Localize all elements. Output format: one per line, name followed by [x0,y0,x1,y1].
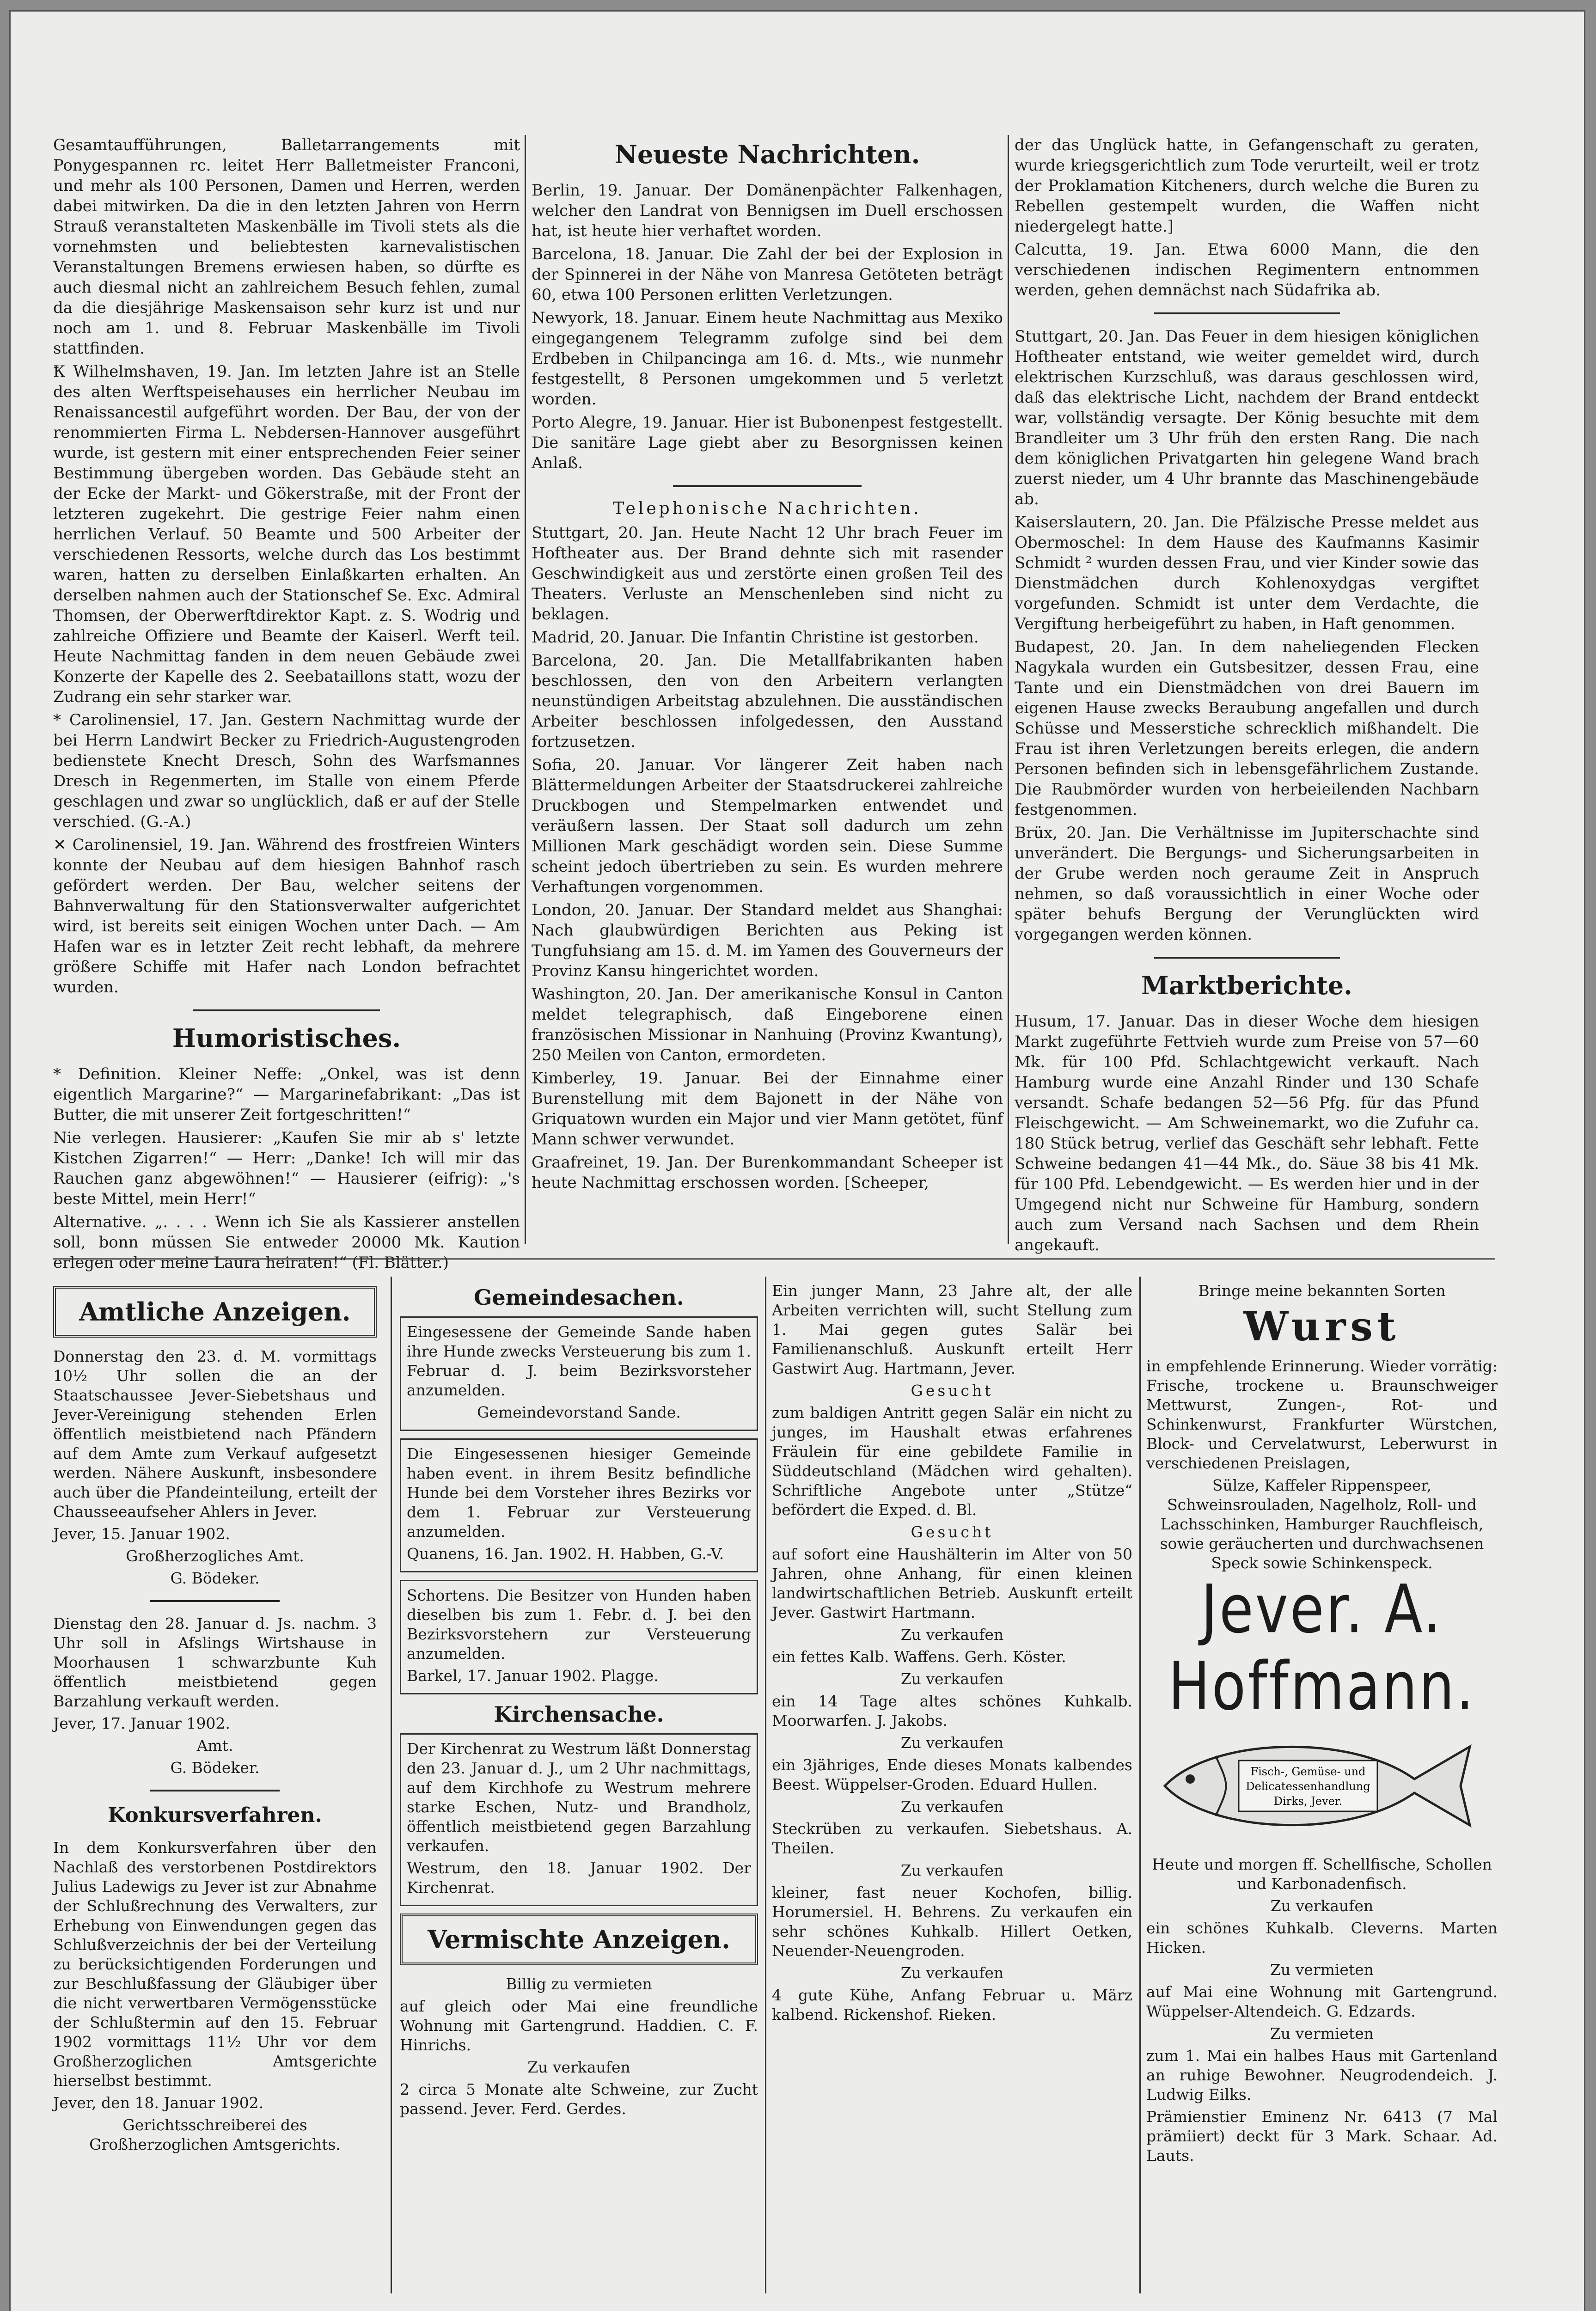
notice-authority: Amt. [196,1736,233,1755]
ad-heading: Billig zu vermieten [506,1975,652,1993]
news-item: Stuttgart, 20. Jan. Heute Nacht 12 Uhr brach Feuer im Hoftheater aus. Der Brand dehnte sich mit rasender Geschwindigkeit aus und zerstörte einen großen Teil des Theaters. Verluste an Menschenleben sind nicht zu beklagen. [532,524,1003,624]
news-item: Calcutta, 19. Jan. Etwa 6000 Mann, die den verschiedenen indischen Regimentern entnommen werden, gehen demnächst nach Südafrika ab. [1015,240,1479,300]
article-text: * Carolinensiel, 17. Jan. Gestern Nachmittag wurde der bei Herrn Landwirt Becker zu Friedrich-Augustengroden bedienstete Knecht Dresch, Sohn des Warfsmannes Dresch in Regenmerten, im Stalle von einem Pferde geschlagen und zwar so unglücklich, daß er auf der Stelle verschied. (G.-A.) [53,711,520,831]
column-rule [1008,135,1009,1244]
ad-heading: Zu verkaufen [900,1797,1004,1816]
fish-icon [1146,1728,1479,1844]
ads-column-1 [53,1281,377,2298]
joke-text: * Definition. Kleiner Neffe: „Onkel, was ist denn eigentlich Margarine?“ — Margarinefabrikant: „Das ist Butter, die mit unserer Zeit fortgeschritten!“ [53,1065,520,1124]
market-report: Husum, 17. Januar. Das in dieser Woche dem hiesigen Markt zugeführte Fettvieh wurde zum Preise von 57—60 Mk. für 100 Pfd. Schlachtgewicht verkauft. Nach Hamburg wurde eine Anzahl Rinder und 130 Schafe versandt. Schafe bedangen 52—56 Pfg. für das Pfund Fleischgewicht. — Am Schweinemarkt, wo die Zufuhr ca. 180 Stück betrug, verlief das Geschäft sehr lebhaft. Fette Schweine bedangen 41—44 Mk., do. Säue 38 bis 41 Mk. für 100 Pfd. Lebendgewicht. — Es werden hier und in der Umgegend nicht nur Schweine für Hamburg, sondern auch zum Versand nach Sachsen und dem Rhein angekauft. [1015,1012,1479,1254]
news-item: London, 20. Januar. Der Standard meldet aus Shanghai: Nach glaubwürdigen Berichten aus Peking ist Tungfuhsiang am 15. d. M. im Yamen des Gouverneurs der Provinz Kansu hingerichtet worden. [532,901,1003,980]
notice-date: Quanens, 16. Jan. 1902. H. Habben, G.-V. [407,1545,724,1563]
column-rule [1139,1277,1141,2293]
joke-text: Nie verlegen. Hausierer: „Kaufen Sie mir ab s' letzte Kistchen Zigarren!“ — Herr: „Danke! Ich will mir das Rauchen ganz abgewöhnen!“ — Hausierer (eifrig): „'s beste Mittel, mein Herr!“ [53,1129,520,1208]
section-heading: Gemeindesachen. [474,1285,684,1310]
news-item: Barcelona, 18. Januar. Die Zahl der bei der Explosion in der Spinnerei in der Nähe von Manresa Getöteten beträgt 60, etwa 100 Personen erlitten Verletzungen. [532,245,1003,304]
ad-text: 4 gute Kühe, Anfang Februar u. März kalbend. Rickenshof. Rieken. [772,1986,1132,2024]
ad-heading: Zu verkaufen [527,2058,630,2076]
separator [150,1600,280,1602]
ad-text: Sülze, Kaffeler Rippenspeer, Schweinsrouladen, Nagelholz, Roll- und Lachsschinken, Hamburger Rauchfleisch, sowie geräucherten und durchwachsenen Speck sowie Schinkenspeck. [1160,1476,1484,1572]
ad-text: ein 3jähriges, Ende dieses Monats kalbendes Beest. Wüppelser-Groden. Eduard Hullen. [772,1756,1132,1793]
notice-date: Jever, 17. Januar 1902. [53,1714,230,1732]
news-item: Berlin, 19. Januar. Der Domänenpächter Falkenhagen, welcher den Landrat von Bennigsen im Duell erschossen hat, ist heute hier verhaftet worden. [532,181,1003,240]
news-item: Stuttgart, 20. Jan. Das Feuer in dem hiesigen königlichen Hoftheater entstand, wie weiter gemeldet wird, durch elektrischen Kurzschluß, was daraus geschlossen wird, daß das elektrische Licht, nachdem der Brand entdeckt war, vollständig versagte. Der König besuchte mit dem Brandleiter um 3 Uhr früh den ersten Rang. Die nach dem königlichen Privatgarten hin gelegene Wand brach zuerst nieder, um 4 Uhr brannte das Maschinengebäude ab. [1015,327,1479,508]
notice-authority: Gerichtsschreiberei des Großherzoglichen Amtsgerichts. [89,2116,341,2153]
ad-text: zum baldigen Antritt gegen Salär ein nicht zu junges, im Haushalt etwas erfahrenes Fräulein für eine gebildete Familie in Süddeutschland (Mädchen wird gehalten). Schriftliche Angebote unter „Stütze“ befördert die Exped. d. Bl. [772,1404,1132,1519]
ad-text: ein schönes Kuhkalb. Cleverns. Marten Hicken. [1146,1919,1498,1956]
ads-heading: Vermischte Anzeigen. [400,1914,758,1965]
ad-text: ein 14 Tage altes schönes Kuhkalb. Moorwarfen. J. Jakobs. [772,1692,1132,1730]
top-column-1 [53,135,520,1272]
notice-date: Barkel, 17. Januar 1902. Plagge. [407,1667,659,1685]
news-item: Barcelona, 20. Jan. Die Metallfabrikanten haben beschlossen, den von den Arbeitern verlangten neunstündigen Arbeitstag abzulehnen. Die ausständischen Arbeiter beschlossen infolgedessen, den Ausstand fortzusetzen. [532,651,1003,751]
news-item: Newyork, 18. Januar. Einem heute Nachmittag aus Mexiko eingegangenem Telegramm zufolge sind bei dem Erdbeben in Chilpancinga am 16. d. Mts., wie nunmehr festgestellt, 8 Personen umgekommen und 5 verletzt worden. [532,309,1003,409]
notice-date: Jever, 15. Januar 1902. [53,1525,230,1543]
notice-signature: Gemeindevorstand Sande. [477,1403,681,1421]
news-item: der das Unglück hatte, in Gefangenschaft zu geraten, wurde kriegsgerichtlich zum Tode verurteilt, weil er trotz der Proklamation Kitcheners, durch welche die Buren zu Rebellen gestempelt wurden, die Waffen nicht niedergelegt hatte.] [1015,136,1479,236]
ads-column-4 [1146,1281,1498,2298]
separator [150,1790,280,1791]
fish-label-line3: Dirks, Jever. [1273,1795,1343,1808]
ads-heading: Amtliche Anzeigen. [53,1286,377,1338]
column-rule [525,135,526,1244]
notice-text: Donnerstag den 23. d. M. vormittags 10½ Uhr sollen die an der Staatschaussee Jever-Siebetshaus und Jever-Vereinigung stehenden Erlen öffentlich meistbietend nach Pfändern auf dem Amte zum Verkauf aufgesetzt werden. Nähere Auskunft, insbesondere auch über die Pfandeinteilung, erteilt der Chausseeaufseher Ahlers in Jever. [53,1347,377,1521]
ad-text: in empfehlende Erinnerung. Wieder vorrätig: Frische, trockene u. Braunschweiger Mettwurst, Zungen-, Rot- und Schinkenwurst, Frankfurter Würstchen, Block- und Cervelatwurst, Leberwurst in verschiedenen Preislagen, [1146,1357,1498,1472]
notice-text: Dienstag den 28. Januar d. Js. nachm. 3 Uhr soll in Afslings Wirtshause in Moorhausen 1 schwarzbunte Kuh öffentlich meistbietend gegen Barzahlung verkauft werden. [53,1614,377,1710]
notice-box [400,1733,758,1906]
ad-text: Bringe meine bekannten Sorten [1198,1282,1446,1300]
ad-text: Prämienstier Eminenz Nr. 6413 (7 Mal prämiiert) deckt für 3 Mark. Schaar. Ad. Lauts. [1146,2108,1498,2164]
section-heading: Kirchensache. [494,1702,664,1727]
news-item: Graafreinet, 19. Jan. Der Burenkommandant Scheeper ist heute Nachmittag erschossen worden. [Scheeper, [532,1153,1003,1192]
notice-text: In dem Konkursverfahren über den Nachlaß des verstorbenen Postdirektors Julius Ladewigs zu Jever ist zur Abnahme der Schlußrechnung des Verwalters, zur Erhebung von Einwendungen gegen das Schlußverzeichnis der bei der Verteilung zu berücksichtigenden Forderungen und zur Beschlußfassung der Gläubiger über die nicht verwertbaren Vermögensstücke der Schlußtermin auf den 15. Februar 1902 vormittags 11½ Uhr vor dem Großherzoglichen Amtsgerichte hierselbst bestimmt. [53,1839,377,2090]
notice-box [400,1316,758,1431]
news-item: Madrid, 20. Januar. Die Infantin Christine ist gestorben. [532,628,979,647]
news-item: Porto Alegre, 19. Januar. Hier ist Bubonenpest festgestellt. Die sanitäre Lage giebt aber zu Besorgnissen keinen Anlaß. [532,413,1003,472]
ad-heading: Gesucht [911,1382,994,1400]
ad-heading: Zu verkaufen [900,1670,1004,1688]
ad-text: ein fettes Kalb. Waffens. Gerh. Köster. [772,1648,1066,1666]
ad-text: 2 circa 5 Monate alte Schweine, zur Zucht passend. Jever. Ferd. Gerdes. [400,2080,758,2118]
separator [193,1009,380,1011]
section-divider [53,1258,1495,1260]
separator [673,485,862,487]
ad-text: Ein junger Mann, 23 Jahre alt, der alle Arbeiten verrichten will, sucht Stellung zum 1. Mai gegen gutes Salär bei Familienanschluß. Auskunft erteilt Herr Gastwirt Aug. Hartmann, Jever. [772,1282,1132,1377]
ad-heading: Wurst [1243,1303,1400,1350]
section-heading: Marktberichte. [1141,971,1352,1000]
ad-text: kleiner, fast neuer Kochofen, billig. Horumersiel. H. Behrens. Zu verkaufen ein sehr schönes Kuhkalb. Hillert Oetken, Neuender-Neuengroden. [772,1883,1132,1960]
notice-text: Eingesessene der Gemeinde Sande haben ihre Hunde zwecks Versteuerung bis zum 1. Februar d. J. beim Bezirksvorsteher anzumelden. [407,1323,751,1399]
notice-text: Schortens. Die Besitzer von Hunden haben dieselben bis zum 1. Febr. d. J. bei den Bezirksvorstehern zur Versteuerung anzumelden. [407,1586,751,1663]
notice-date: Westrum, den 18. Januar 1902. Der Kirchenrat. [407,1859,751,1896]
ad-heading: Gesucht [911,1523,994,1541]
ad-heading: Zu vermieten [1270,2024,1374,2042]
ad-text: auf sofort eine Haushälterin im Alter von 50 Jahren, ohne Anhang, für einen kleinen landwirtschaftlichen Betrieb. Auskunft erteilt Jever. Gastwirt Hartmann. [772,1545,1132,1621]
fish-label-line2: Delicatessenhandlung [1246,1780,1370,1793]
ad-heading: Zu verkaufen [900,1861,1004,1879]
ad-heading: Zu verkaufen [900,1626,1004,1644]
notice-box [400,1580,758,1694]
separator [1154,312,1340,314]
ad-text: zum 1. Mai ein halbes Haus mit Gartenland an ruhige Bewohner. Neugrodendeich. J. Ludwig Eilks. [1146,2047,1498,2103]
notice-signature: G. Bödeker. [170,1569,260,1587]
top-column-2 [532,135,1003,1249]
ad-heading: Zu verkaufen [1270,1897,1374,1915]
newspaper-page [9,10,1585,2311]
article-text: ✕ Carolinensiel, 19. Jan. Während des frostfreien Winters konnte der Neubau auf dem hiesigen Bahnhof rasch gefördert werden. Der Bau, welcher seitens der Bahnverwaltung für den Stationsverwalter aufgerichtet wird, ist bereits seit einigen Wochen unter Dach. — Am Hafen war es in letzter Zeit recht lebhaft, da mehrere größere Schiffe mit Hafer nach London befrachtet wurden. [53,836,520,997]
top-column-3 [1015,135,1479,1254]
notice-box [400,1438,758,1572]
notice-text: Die Eingesessenen hiesiger Gemeinde haben event. in ihrem Besitz befindliche Hunde bei dem Vorsteher ihres Bezirks vor dem 1. Februar zur Versteuerung anzumelden. [407,1445,751,1541]
news-item: Brüx, 20. Jan. Die Verhältnisse im Jupiterschachte sind unverändert. Die Bergungs- und Sicherungsarbeiten in der Grube werden noch geraume Zeit in Anspruch nehmen, so daß voraussichtlich in einer Woche oder später behufs Bergung der Verunglückten wird vorgegangen werden können. [1015,824,1479,944]
ad-heading: Zu vermieten [1270,1961,1374,1979]
ads-column-2 [400,1281,758,2298]
ad-text: Heute und morgen ff. Schellfische, Schollen und Karbonadenfisch. [1152,1855,1492,1893]
ad-heading: Zu verkaufen [900,1734,1004,1752]
ad-heading: Zu verkaufen [900,1964,1004,1982]
notice-date: Jever, den 18. Januar 1902. [53,2094,264,2112]
notice-authority: Großherzogliches Amt. [126,1547,304,1565]
news-item: Sofia, 20. Januar. Vor längerer Zeit haben nach Blättermeldungen Arbeiter der Staatsdruckerei zahlreiche Druckbogen und Stempelmarken entwendet und veräußern lassen. Der Staat soll dadurch um zehn Millionen Mark geschädigt worden sein. Diese Summe scheint jedoch übertrieben zu sein. Es wurden mehrere Verhaftungen vorgenommen. [532,756,1003,896]
news-item: Kaiserslautern, 20. Jan. Die Pfälzische Presse meldet aus Obermoschel: In dem Hause des Kaufmanns Kasimir Schmidt ² wurden dessen Frau, und vier Kinder sowie das Dienstmädchen durch Kohlenoxydgas vergiftet vorgefunden. Schmidt ist unter dem Verdachte, die Vergiftung herbeigeführt zu haben, in Haft genommen. [1015,513,1479,633]
news-item: Budapest, 20. Jan. In dem naheliegenden Flecken Nagykala wurden ein Gutsbesitzer, dessen Frau, eine Tante und ein Dienstmädchen von drei Bauern im eigenen Hause zwecks Beraubung angefallen und durch Schüsse und Messerstiche schrecklich mißhandelt. Die Frau ist ihren Verletzungen bereits erlegen, die andern Personen befinden sich in lebensgefährlichem Zustande. Die Raubmörder wurden von herbeieilenden Nachbarn festgenommen. [1015,638,1479,819]
news-item: Kimberley, 19. Januar. Bei der Einnahme einer Burenstellung mit dem Bajonett in der Nähe von Griquatown wurden ein Major und vier Mann getötet, fünf Mann schwer verwundet. [532,1069,1003,1149]
notice-signature: G. Bödeker. [170,1759,260,1777]
section-heading: Konkursverfahren. [108,1804,322,1827]
joke-text: Alternative. „. . . . Wenn ich Sie als Kassierer anstellen soll, bonn müssen Sie entweder 20000 Mk. Kaution erlegen oder meine Laura heiraten!“ (Fl. Blätter.) [53,1213,520,1272]
ads-column-3 [772,1281,1132,2298]
news-item: Washington, 20. Jan. Der amerikanische Konsul in Canton meldet telegraphisch, daß Eingeborene einen französischen Missionar in Nanhuing (Provinz Kwantung), 250 Meilen von Canton, ermordeten. [532,985,1003,1064]
ad-text: auf Mai eine Wohnung mit Gartengrund. Wüppelser-Altendeich. G. Edzards. [1146,1983,1498,2020]
subheading: Telephonische Nachrichten. [613,499,922,518]
ad-text: Steckrüben zu verkaufen. Siebetshaus. A. Theilen. [772,1820,1132,1857]
section-heading: Humoristisches. [172,1023,401,1053]
fish-label-line1: Fisch-, Gemüse- und [1250,1765,1366,1778]
notice-text: Der Kirchenrat zu Westrum läßt Donnerstag den 23. Januar d. J., um 2 Uhr nachmittags, auf dem Kirchhofe zu Westrum mehrere starke Eschen, Nutz- und Brandholz, öffentlich meistbietend gegen Barzahlung verkaufen. [407,1740,751,1855]
column-rule [765,1277,766,2293]
advertiser-name: Jever. A. Hoffmann. [1168,1571,1476,1725]
section-heading: Neueste Nachrichten. [614,140,920,169]
separator [1154,957,1340,959]
column-rule [391,1277,392,2293]
article-text: Ꝁ Wilhelmshaven, 19. Jan. Im letzten Jahre ist an Stelle des alten Werftspeisehauses ein herrlicher Neubau im Renaissancestil aufgeführt worden. Der Bau, der von der renommierten Firma L. Nebdersen-Hannover ausgeführt wurde, ist gestern mit einer entsprechenden Feier seiner Bestimmung übergeben worden. Das Gebäude steht an der Ecke der Markt- und Gökerstraße, mit der Front der letzteren zugekehrt. Die gestrige Feier nahm einen herrlichen Verlauf. 50 Beamte und 500 Arbeiter der verschiedenen Ressorts, welche durch das Los bestimmt waren, hatten zu derselben Einlaßkarten erhalten. An derselben nahmen auch der Stationschef Se. Exc. Admiral Thomsen, der Oberwerftdirektor Kapt. z. S. Wodrig und zahlreiche Offiziere und Beamte der Kaiserl. Werft teil. Heute Nachmittag fanden in dem neuen Gebäude zwei Konzerte der Kapelle des 2. Seebataillons statt, wozu der Zudrang ein sehr starker war. [53,362,520,706]
ad-text: auf gleich oder Mai eine freundliche Wohnung mit Gartengrund. Haddien. C. F. Hinrichs. [400,1997,758,2054]
article-text: Gesamtaufführungen, Balletarrangements mit Ponygespannen rc. leitet Herr Balletmeister Franconi, und mehr als 100 Personen, Damen und Herren, werden dabei mitwirken. Da die in den letzten Jahren von Herrn Strauß veranstalteten Maskenbälle im Tivoli stets als die vornehmsten und beliebtesten karnevalistischen Veranstaltungen Bremens erwiesen haben, so dürfte es auch diesmal nicht an zahlreichem Besuch fehlen, zumal da die diesjährige Maskensaison sehr kurz ist und nur noch am 1. und 8. Februar Maskenbälle im Tivoli stattfinden. [53,136,520,358]
